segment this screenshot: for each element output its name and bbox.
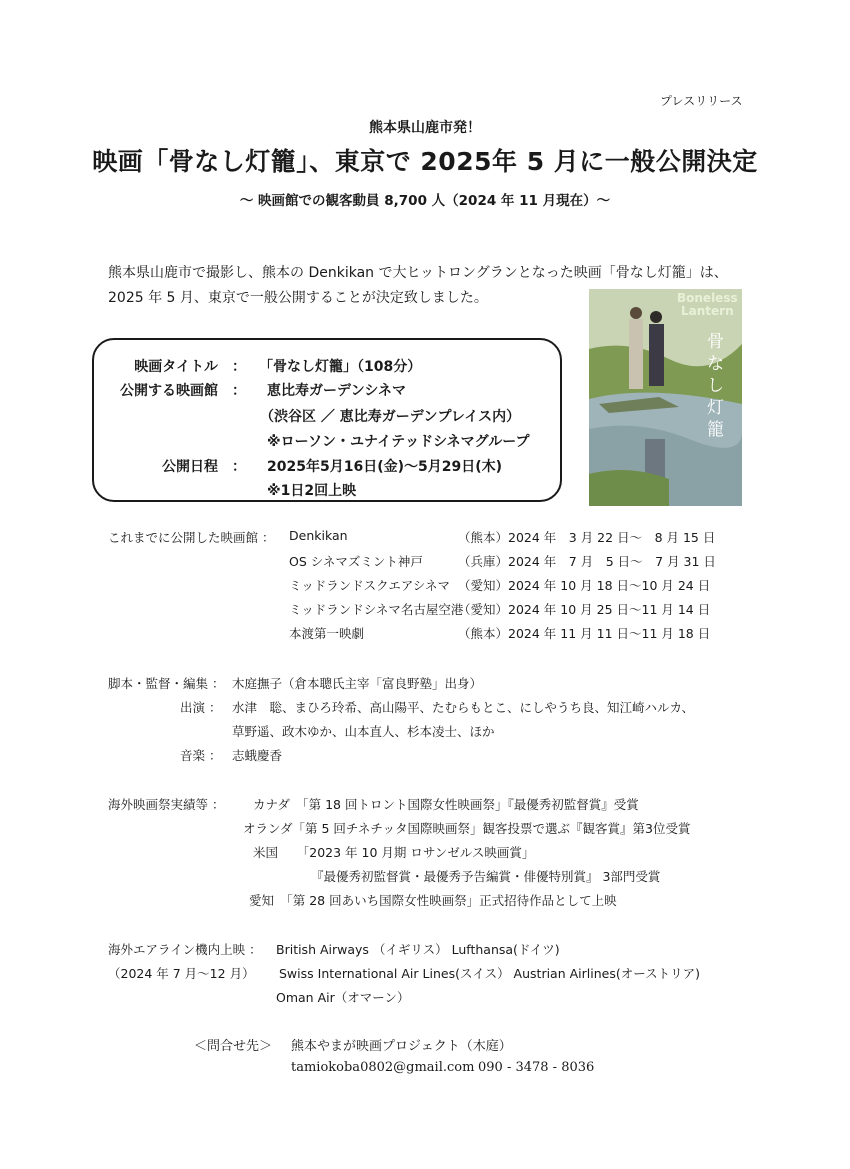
poster-title-en-2: Lantern [681, 304, 734, 318]
past-theater-name: 本渡第一映劇 [289, 626, 365, 641]
title-value: 「骨なし灯籠」（108分） [259, 359, 422, 375]
past-theater-date: （兵庫）2024 年 7 月 5 日～ 7 月 31 日 [458, 554, 716, 569]
festivals-label: 海外映画祭実績等 ： [108, 797, 225, 812]
music-value: 志蛾慶香 [232, 748, 283, 763]
schedule-value: 2025年5月16日(金)～5月29日(木) [267, 459, 503, 475]
music-label: 音楽 ： [180, 748, 222, 763]
kicker-text: 熊本県山鹿市発！ [369, 120, 481, 136]
intro-line-1: 熊本県山鹿市で撮影し、熊本の Denkikan で大ヒットロングランとなった映画「骨なし灯籠」は、 [108, 265, 728, 281]
schedule-note: ※1日2回上映 [267, 483, 357, 499]
schedule-label: 公開日程 ： [162, 459, 246, 475]
past-theater-name: ミッドランドスクエアシネマ [289, 578, 451, 593]
airlines-line-2: Swiss International Air Lines(スイス） Austrian Airlines(オーストリア) [279, 966, 700, 981]
past-theater-date: （愛知）2024 年 10 月 18 日～10 月 24 日 [458, 578, 711, 593]
release-info-box [92, 338, 562, 502]
contact-label: ＜問合せ先＞ [194, 1039, 273, 1054]
festival-line-4: 『最優秀初監督賞・最優秀予告編賞・俳優特別賞』 3部門受賞 [311, 869, 661, 884]
intro-line-2: 2025 年 5 月、東京で一般公開することが決定致しました。 [108, 290, 488, 306]
past-theater-name: ミッドランドシネマ名古屋空港 [289, 602, 464, 617]
director-label: 脚本・監督・編集 ： [108, 676, 225, 691]
past-theater-name: Denkikan [289, 528, 348, 543]
past-theater-name: OS シネマズミント神戸 [289, 554, 423, 569]
subheadline: ～ 映画館での観客動員 8,700 人（2024 年 11 月現在）～ [239, 193, 611, 209]
airlines-line-1: British Airways （イギリス） Lufthansa(ドイツ) [276, 942, 560, 957]
press-release-label: プレスリリース [660, 94, 743, 108]
cast-label: 出演 ： [180, 700, 222, 715]
past-theaters-label: これまでに公開した映画館 ： [108, 530, 275, 545]
airlines-period: （2024 年 7 月～12 月） [108, 966, 255, 981]
contact-phone[interactable]: 090 - 3478 - 8036 [478, 1060, 595, 1075]
festival-line-3: 米国 「2023 年 10 月期 ロサンゼルス映画賞」 [253, 845, 535, 860]
theater-label: 公開する映画館 ： [120, 383, 246, 399]
director-value: 木庭撫子（倉本聰氏主宰「富良野塾」出身） [232, 676, 483, 691]
movie-poster [589, 289, 742, 506]
festival-line-1: カナダ 「第 18 回トロント国際女性映画祭」『最優秀初監督賞』受賞 [253, 797, 639, 812]
past-theater-date: （熊本）2024 年 3 月 22 日～ 8 月 15 日 [458, 530, 716, 545]
contact-email[interactable]: tamiokoba0802@gmail.com [291, 1060, 475, 1075]
airlines-line-3: Oman Air（オマーン） [276, 990, 410, 1005]
cast-value-line-2: 草野遥、政木ゆか、山本直人、杉本凌士、ほか [232, 724, 495, 739]
page-title: 映画「骨なし灯籠」、東京で 2025年 5 月に一般公開決定 [92, 147, 758, 176]
theater-value: 恵比寿ガーデンシネマ [267, 383, 406, 399]
theater-note-location: （渋谷区 ／ 恵比寿ガーデンプレイス内） [260, 409, 521, 425]
festival-line-5: 愛知 「第 28 回あいち国際女性映画祭」正式招待作品として上映 [249, 893, 617, 908]
title-label: 映画タイトル ： [134, 359, 246, 375]
past-theater-date: （愛知）2024 年 10 月 25 日～11 月 14 日 [458, 602, 711, 617]
poster-title-en-1: Boneless [677, 291, 738, 305]
past-theater-date: （熊本）2024 年 11 月 11 日～11 月 18 日 [458, 626, 711, 641]
festival-line-2: オランダ「第 5 回チネチッタ国際映画祭」観客投票で選ぶ『観客賞』第3位受賞 [243, 821, 691, 836]
cast-value-line-1: 水津 聡、まひろ玲希、高山陽平、たむらもとこ、にしやうち良、知江崎ハルカ、 [232, 700, 695, 715]
poster-title-jp: 骨なし灯籠 [707, 332, 724, 440]
theater-note-group: ※ローソン・ユナイテッドシネマグループ [267, 434, 530, 450]
contact-org: 熊本やまが映画プロジェクト（木庭） [291, 1039, 512, 1054]
airlines-label: 海外エアライン機内上映 ： [108, 942, 262, 957]
